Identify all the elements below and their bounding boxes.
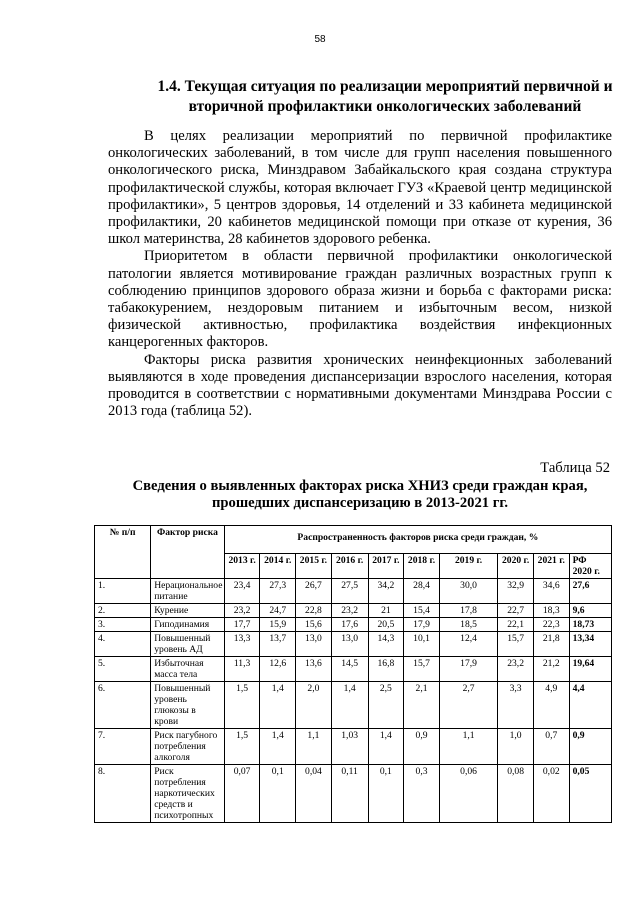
year-header: 2016 г. <box>331 554 368 579</box>
risk-factors-table <box>94 525 612 823</box>
risk-factor-name: Риск пагубного потребления алкоголя <box>151 729 225 765</box>
table-header-row <box>95 526 612 554</box>
value-cell: 13,6 <box>296 657 332 682</box>
page-number: 58 <box>314 34 326 45</box>
row-number: 6. <box>95 682 151 729</box>
table-row <box>95 618 612 632</box>
value-cell: 28,4 <box>404 579 440 604</box>
value-cell: 1,5 <box>224 729 260 765</box>
value-cell: 2,0 <box>296 682 332 729</box>
value-cell: 15,7 <box>498 632 534 657</box>
value-cell: 15,9 <box>260 618 296 632</box>
value-cell: 23,2 <box>498 657 534 682</box>
table-title: Сведения о выявленных факторах риска ХНИЗ среди граждан края, прошедших диспансеризацию в 2013-2021 гг. <box>132 478 588 511</box>
value-cell: 23,4 <box>224 579 260 604</box>
row-number: 8. <box>95 765 151 823</box>
rf-value-cell: 19,64 <box>569 657 611 682</box>
row-number: 4. <box>95 632 151 657</box>
value-cell: 13,7 <box>260 632 296 657</box>
table-row <box>95 604 612 618</box>
year-header: 2020 г. <box>498 554 534 579</box>
header-no: № п/п <box>95 526 151 579</box>
value-cell: 17,9 <box>439 657 497 682</box>
value-cell: 22,8 <box>296 604 332 618</box>
value-cell: 1,4 <box>260 682 296 729</box>
year-header: 2018 г. <box>404 554 440 579</box>
value-cell: 18,3 <box>533 604 569 618</box>
value-cell: 17,7 <box>224 618 260 632</box>
value-cell: 22,3 <box>533 618 569 632</box>
table-body <box>95 579 612 823</box>
risk-factor-name: Повышенный уровень глюкозы в крови <box>151 682 225 729</box>
value-cell: 15,4 <box>404 604 440 618</box>
value-cell: 18,5 <box>439 618 497 632</box>
value-cell: 14,5 <box>331 657 368 682</box>
value-cell: 23,2 <box>224 604 260 618</box>
rf-value-cell: 13,34 <box>569 632 611 657</box>
row-number: 2. <box>95 604 151 618</box>
paragraph-1: В целях реализации мероприятий по первичной профилактике онкологических заболеваний, в том числе для групп населения повышенного онкологического риска, Минздравом Забайкальского края создана структура профилактической службы, которая включает ГУЗ «Краевой центр медицинской профилактики», 5 центров здоровья, 14 отделений и 33 кабинета медицинской профилактики, 20 кабинетов медицинской помощи при отказе от курения, 36 школ материнства, 28 кабинетов здорового ребенка. <box>108 128 612 248</box>
value-cell: 1,03 <box>331 729 368 765</box>
table-label: Таблица 52 <box>540 460 610 476</box>
value-cell: 27,5 <box>331 579 368 604</box>
year-header: 2014 г. <box>260 554 296 579</box>
table-row <box>95 657 612 682</box>
value-cell: 22,1 <box>498 618 534 632</box>
value-cell: 0,11 <box>331 765 368 823</box>
value-cell: 17,6 <box>331 618 368 632</box>
value-cell: 32,9 <box>498 579 534 604</box>
risk-factor-name: Риск потребления наркотических средств и психотропных <box>151 765 225 823</box>
value-cell: 0,07 <box>224 765 260 823</box>
value-cell: 34,6 <box>533 579 569 604</box>
value-cell: 0,04 <box>296 765 332 823</box>
value-cell: 14,3 <box>368 632 404 657</box>
paragraph-3: Факторы риска развития хронических неинфекционных заболеваний выявляются в ходе проведения диспансеризации взрослого населения, которая проводится в соответствии с нормативными документами Минздрава России с 2013 года (таблица 52). <box>108 351 612 420</box>
value-cell: 12,6 <box>260 657 296 682</box>
value-cell: 1,4 <box>368 729 404 765</box>
year-header: 2015 г. <box>296 554 332 579</box>
value-cell: 22,7 <box>498 604 534 618</box>
risk-factor-name: Нерациональное питание <box>151 579 225 604</box>
risk-factor-name: Курение <box>151 604 225 618</box>
value-cell: 21 <box>368 604 404 618</box>
paragraph-2: Приоритетом в области первичной профилактики онкологической патологии является мотивирование граждан различных возрастных групп к соблюдению принципов здорового образа жизни и борьба с факторами риска: табакокурением, нездоровым питанием и избыточным весом, низкой физической активностью, профилактика воздействия инфекционных канцерогенных факторов. <box>108 248 612 351</box>
rf-value-cell: 18,73 <box>569 618 611 632</box>
year-header: 2019 г. <box>439 554 497 579</box>
value-cell: 13,0 <box>296 632 332 657</box>
value-cell: 1,4 <box>260 729 296 765</box>
value-cell: 0,06 <box>439 765 497 823</box>
body-text <box>108 128 612 420</box>
year-header: 2013 г. <box>224 554 260 579</box>
value-cell: 11,3 <box>224 657 260 682</box>
row-number: 1. <box>95 579 151 604</box>
header-group: Распространенность факторов риска среди граждан, % <box>224 526 611 554</box>
value-cell: 20,5 <box>368 618 404 632</box>
value-cell: 23,2 <box>331 604 368 618</box>
year-header: 2017 г. <box>368 554 404 579</box>
value-cell: 1,5 <box>224 682 260 729</box>
value-cell: 1,1 <box>296 729 332 765</box>
rf-value-cell: 27,6 <box>569 579 611 604</box>
value-cell: 17,9 <box>404 618 440 632</box>
rf-value-cell: 0,9 <box>569 729 611 765</box>
section-title: 1.4. Текущая ситуация по реализации мероприятий первичной и вторичной профилактики онкологических заболеваний <box>157 78 613 115</box>
value-cell: 2,1 <box>404 682 440 729</box>
value-cell: 0,9 <box>404 729 440 765</box>
row-number: 7. <box>95 729 151 765</box>
risk-factor-name: Повышенный уровень АД <box>151 632 225 657</box>
value-cell: 3,3 <box>498 682 534 729</box>
value-cell: 1,4 <box>331 682 368 729</box>
row-number: 3. <box>95 618 151 632</box>
value-cell: 0,7 <box>533 729 569 765</box>
value-cell: 2,5 <box>368 682 404 729</box>
value-cell: 13,3 <box>224 632 260 657</box>
value-cell: 0,08 <box>498 765 534 823</box>
table-row <box>95 765 612 823</box>
value-cell: 2,7 <box>439 682 497 729</box>
value-cell: 15,7 <box>404 657 440 682</box>
value-cell: 16,8 <box>368 657 404 682</box>
year-header: РФ 2020 г. <box>569 554 611 579</box>
value-cell: 0,1 <box>368 765 404 823</box>
value-cell: 10,1 <box>404 632 440 657</box>
year-header: 2021 г. <box>533 554 569 579</box>
value-cell: 12,4 <box>439 632 497 657</box>
risk-factor-name: Гиподинамия <box>151 618 225 632</box>
value-cell: 27,3 <box>260 579 296 604</box>
value-cell: 30,0 <box>439 579 497 604</box>
value-cell: 17,8 <box>439 604 497 618</box>
value-cell: 1,1 <box>439 729 497 765</box>
value-cell: 0,02 <box>533 765 569 823</box>
value-cell: 13,0 <box>331 632 368 657</box>
table-row <box>95 729 612 765</box>
rf-value-cell: 0,05 <box>569 765 611 823</box>
table-row <box>95 579 612 604</box>
value-cell: 21,2 <box>533 657 569 682</box>
row-number: 5. <box>95 657 151 682</box>
value-cell: 21,8 <box>533 632 569 657</box>
table-row <box>95 632 612 657</box>
value-cell: 4,9 <box>533 682 569 729</box>
value-cell: 15,6 <box>296 618 332 632</box>
header-factor: Фактор риска <box>151 526 225 579</box>
value-cell: 0,1 <box>260 765 296 823</box>
rf-value-cell: 4,4 <box>569 682 611 729</box>
value-cell: 24,7 <box>260 604 296 618</box>
value-cell: 34,2 <box>368 579 404 604</box>
risk-factor-name: Избыточная масса тела <box>151 657 225 682</box>
value-cell: 26,7 <box>296 579 332 604</box>
rf-value-cell: 9,6 <box>569 604 611 618</box>
value-cell: 0,3 <box>404 765 440 823</box>
value-cell: 1,0 <box>498 729 534 765</box>
table-row <box>95 682 612 729</box>
